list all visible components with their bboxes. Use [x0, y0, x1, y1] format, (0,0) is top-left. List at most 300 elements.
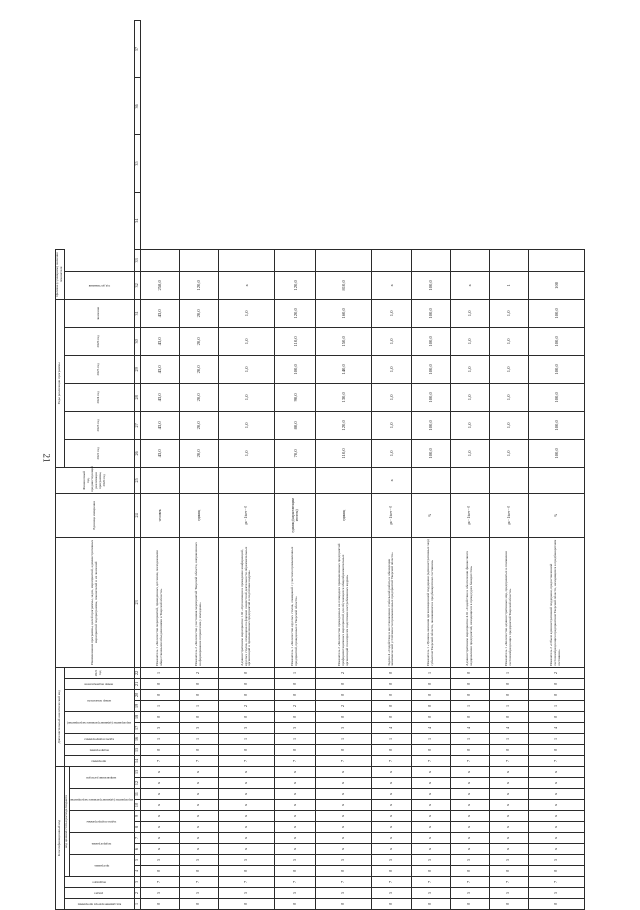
unit-cell: да - 1/нет - 0 — [489, 493, 528, 537]
header-additional-col: программа — [64, 755, 134, 766]
code-cell: х — [275, 766, 316, 777]
code-cell: х — [179, 778, 218, 789]
year-value-cell: 110,0 — [316, 439, 372, 467]
table-body — [140, 21, 584, 910]
year-value-cell: 43,0 — [140, 327, 179, 355]
code-cell: 0 — [179, 711, 218, 722]
column-number: 19 — [134, 700, 140, 711]
target-value-cell: 258,0 — [140, 271, 179, 299]
column-number: 14 — [134, 755, 140, 766]
code-cell: х — [316, 833, 372, 844]
code-cell: х — [411, 789, 450, 800]
code-cell: х — [411, 800, 450, 811]
header-program-years: Годы реализации программы — [56, 299, 65, 467]
code-cell: 0 — [275, 711, 316, 722]
code-cell: х — [218, 789, 274, 800]
code-cell: х — [218, 778, 274, 789]
code-cell: х — [372, 766, 411, 777]
fin-year-cell — [140, 467, 179, 493]
target-year-cell — [218, 249, 274, 271]
year-value-cell: 1,0 — [489, 299, 528, 327]
code-cell: 0 — [528, 899, 584, 910]
year-value-cell: 70,0 — [275, 439, 316, 467]
code-cell: 0 — [316, 899, 372, 910]
code-cell: 3 — [140, 722, 179, 733]
year-value-cell: 1,0 — [218, 439, 274, 467]
code-cell: 7 — [528, 755, 584, 766]
rotated-table-container — [55, 20, 585, 910]
code-cell: 4 — [528, 722, 584, 733]
code-cell: х — [179, 833, 218, 844]
code-cell: 0 — [450, 711, 489, 722]
column-number: 34 — [134, 192, 140, 249]
year-value-cell: 1,0 — [372, 327, 411, 355]
code-cell: 1 — [275, 667, 316, 678]
target-year-cell — [179, 249, 218, 271]
code-cell: 5 — [179, 888, 218, 899]
code-cell: х — [450, 800, 489, 811]
code-cell: 0 — [316, 678, 372, 689]
unit-cell: единиц (нарастающим итогом) — [275, 493, 316, 537]
code-cell: 0 — [179, 866, 218, 877]
code-cell: х — [489, 811, 528, 822]
column-number: 32 — [134, 271, 140, 299]
header-section: раздел — [64, 888, 134, 899]
column-number: 15 — [134, 744, 140, 755]
code-cell: 0 — [372, 899, 411, 910]
code-cell: 5 — [411, 888, 450, 899]
code-cell: 0 — [450, 899, 489, 910]
code-cell: 7 — [140, 755, 179, 766]
code-cell: 5 — [140, 888, 179, 899]
code-cell: х — [372, 822, 411, 833]
code-cell: 0 — [450, 667, 489, 678]
year-value-cell: 120,0 — [316, 411, 372, 439]
code-cell: 0 — [528, 866, 584, 877]
header-additional-col: подпрограмма — [64, 744, 134, 755]
code-cell: 1 — [489, 700, 528, 711]
code-cell: 7 — [140, 877, 179, 888]
target-value-cell: х — [450, 271, 489, 299]
header-additional-col: задача подпрограммы — [64, 733, 134, 744]
header-year: 2026 год — [64, 327, 134, 355]
code-cell: х — [179, 766, 218, 777]
code-cell: 1 — [140, 733, 179, 744]
code-cell: 0 — [218, 678, 274, 689]
code-cell: 0 — [218, 711, 274, 722]
header-classifier: Классификационный код — [56, 766, 65, 909]
code-cell: 7 — [179, 755, 218, 766]
code-cell: х — [140, 766, 179, 777]
code-cell: 0 — [140, 899, 179, 910]
target-year-cell — [372, 249, 411, 271]
header-unit: Единица измерения — [56, 493, 135, 537]
code-cell: 2 — [528, 667, 584, 678]
code-cell: 5 — [179, 855, 218, 866]
year-value-cell: 100,0 — [411, 299, 450, 327]
code-cell: 5 — [372, 888, 411, 899]
code-cell: 5 — [218, 888, 274, 899]
code-cell: х — [179, 822, 218, 833]
code-cell: х — [450, 778, 489, 789]
code-cell: х — [140, 778, 179, 789]
code-cell: 0 — [450, 866, 489, 877]
code-cell: 4 — [411, 722, 450, 733]
unit-cell: % — [411, 493, 450, 537]
table-header — [56, 21, 141, 910]
header-budget: код целевой статьи расхода бюджета — [64, 766, 69, 876]
target-value-cell: 100,0 — [411, 271, 450, 299]
column-number: 5 — [134, 855, 140, 866]
code-cell: 1 — [489, 733, 528, 744]
code-cell: 7 — [489, 755, 528, 766]
code-cell: 0 — [372, 678, 411, 689]
column-number: 6 — [134, 844, 140, 855]
code-cell: 0 — [275, 689, 316, 700]
code-cell: х — [316, 811, 372, 822]
code-cell: х — [275, 833, 316, 844]
column-number: 1 — [134, 899, 140, 910]
target-value-cell: 120,0 — [179, 271, 218, 299]
year-value-cell: 120,0 — [275, 299, 316, 327]
column-number: 13 — [134, 766, 140, 777]
target-year-cell — [489, 249, 528, 271]
code-cell: 0 — [316, 744, 372, 755]
fin-year-cell — [528, 467, 584, 493]
column-number: 37 — [134, 21, 140, 78]
code-cell: х — [372, 778, 411, 789]
code-cell: 1 — [528, 733, 584, 744]
target-value-cell: 810,0 — [316, 271, 372, 299]
code-cell: 0 — [218, 667, 274, 678]
code-cell: х — [275, 811, 316, 822]
name-cell: Административное мероприятие 1.02 «Организация и проведение конференций, круглых столов, семинаров по формам совместной деятельности образовательных организаций и промышленных предприятий в подготовке кадров» — [218, 537, 274, 667]
year-value-cell: 1,0 — [450, 355, 489, 383]
code-cell: х — [140, 833, 179, 844]
code-cell: х — [411, 811, 450, 822]
fin-year-cell — [179, 467, 218, 493]
column-number: 22 — [134, 667, 140, 678]
code-cell: 0 — [489, 711, 528, 722]
code-cell: 3 — [275, 722, 316, 733]
column-number: 4 — [134, 866, 140, 877]
header-year: 2023 год — [64, 411, 134, 439]
code-cell: х — [218, 822, 274, 833]
code-cell: х — [179, 844, 218, 855]
code-cell: 7 — [450, 755, 489, 766]
year-value-cell: 100,0 — [528, 411, 584, 439]
unit-cell: единиц — [316, 493, 372, 537]
column-number: 18 — [134, 711, 140, 722]
target-value-cell: 1 — [489, 271, 528, 299]
table-row — [275, 21, 316, 910]
code-cell: 1 — [275, 733, 316, 744]
code-cell: 1 — [528, 700, 584, 711]
code-cell: 3 — [179, 722, 218, 733]
code-cell: х — [316, 789, 372, 800]
code-cell: 0 — [179, 689, 218, 700]
code-cell: х — [489, 766, 528, 777]
code-cell: 7 — [411, 755, 450, 766]
year-value-cell: 43,0 — [140, 299, 179, 327]
year-value-cell: 100,0 — [411, 383, 450, 411]
code-cell: х — [489, 789, 528, 800]
code-cell: 7 — [316, 755, 372, 766]
code-cell: х — [489, 844, 528, 855]
code-cell: х — [140, 811, 179, 822]
code-cell: 1 — [179, 700, 218, 711]
code-cell: 0 — [372, 667, 411, 678]
code-cell: 0 — [450, 744, 489, 755]
code-cell: х — [489, 833, 528, 844]
year-value-cell: 1,0 — [372, 439, 411, 467]
column-number: 9 — [134, 811, 140, 822]
column-number: 10 — [134, 800, 140, 811]
page-number: 21 — [41, 453, 52, 463]
code-cell: х — [411, 822, 450, 833]
year-value-cell: 20,0 — [179, 327, 218, 355]
year-value-cell: 1,0 — [372, 383, 411, 411]
code-cell: 7 — [275, 877, 316, 888]
code-cell: 0 — [140, 678, 179, 689]
target-value-cell: 120,0 — [275, 271, 316, 299]
column-number: 29 — [134, 355, 140, 383]
code-cell: 4 — [450, 722, 489, 733]
code-cell: х — [275, 844, 316, 855]
code-cell: 0 — [316, 711, 372, 722]
fin-year-cell — [411, 467, 450, 493]
code-cell: 5 — [140, 855, 179, 866]
column-number: 12 — [134, 778, 140, 789]
header-target-year: год достижения — [64, 271, 134, 299]
code-cell: 0 — [140, 744, 179, 755]
code-cell: 5 — [372, 855, 411, 866]
code-cell: х — [218, 800, 274, 811]
year-value-cell: 1,0 — [450, 411, 489, 439]
code-cell: 0 — [275, 899, 316, 910]
column-number: 8 — [134, 822, 140, 833]
target-value-cell: х — [218, 271, 274, 299]
code-cell: 1 — [179, 733, 218, 744]
column-number: 28 — [134, 383, 140, 411]
code-cell: 0 — [450, 678, 489, 689]
year-value-cell: 1,0 — [489, 411, 528, 439]
code-cell: 0 — [179, 678, 218, 689]
name-cell: Административное мероприятие 4.01 «Содействие в обеспечении финансового оздоровления предприятий, находящихся в процедурах банкротства» — [450, 537, 489, 667]
header-additional: Дополнительный аналитический код — [56, 667, 65, 766]
code-cell: 0 — [275, 866, 316, 877]
code-cell: х — [450, 789, 489, 800]
unit-cell: да - 1/нет - 0 — [372, 493, 411, 537]
unit-cell: человек — [140, 493, 179, 537]
code-cell: х — [411, 833, 450, 844]
code-cell: 0 — [411, 689, 450, 700]
header-year: 2021 год — [64, 667, 134, 678]
year-value-cell: 100,0 — [528, 383, 584, 411]
code-cell: 0 — [275, 678, 316, 689]
column-number: 20 — [134, 689, 140, 700]
code-cell: 3 — [218, 722, 274, 733]
year-value-cell: 140,0 — [316, 355, 372, 383]
code-cell: х — [372, 789, 411, 800]
code-cell: 0 — [316, 866, 372, 877]
code-cell: 7 — [275, 755, 316, 766]
code-cell: х — [372, 811, 411, 822]
year-value-cell: 43,0 — [140, 411, 179, 439]
code-cell: 0 — [411, 711, 450, 722]
code-cell: 0 — [372, 700, 411, 711]
fin-year-cell — [275, 467, 316, 493]
year-value-cell: 1,0 — [489, 439, 528, 467]
table-row — [372, 21, 411, 910]
code-cell: 0 — [528, 689, 584, 700]
table-row — [489, 21, 528, 910]
code-cell: 0 — [528, 744, 584, 755]
table-row — [411, 21, 450, 910]
table-row — [179, 21, 218, 910]
table-row — [316, 21, 372, 910]
code-cell: 2 — [218, 700, 274, 711]
code-cell: 1 — [411, 733, 450, 744]
code-cell: х — [179, 800, 218, 811]
header-task: задача подпрограммы — [69, 811, 134, 833]
year-value-cell: 130,0 — [316, 383, 372, 411]
code-cell: 5 — [275, 855, 316, 866]
code-cell: 5 — [411, 855, 450, 866]
year-value-cell: 1,0 — [450, 383, 489, 411]
code-cell: 5 — [528, 855, 584, 866]
code-cell: х — [316, 778, 372, 789]
fin-year-cell — [218, 467, 274, 493]
code-cell: 4 — [489, 722, 528, 733]
code-cell: х — [411, 766, 450, 777]
code-cell: х — [179, 789, 218, 800]
code-cell: х — [411, 844, 450, 855]
code-cell: х — [316, 800, 372, 811]
unit-cell: % — [528, 493, 584, 537]
code-cell: х — [528, 800, 584, 811]
code-cell: 0 — [140, 689, 179, 700]
code-cell: 4 — [372, 722, 411, 733]
code-cell: 7 — [411, 877, 450, 888]
code-cell: 0 — [450, 689, 489, 700]
header-fin-year: Финансовый год, предшествующий реализации программы, 2020 год — [56, 467, 135, 493]
code-cell: х — [450, 844, 489, 855]
code-cell: х — [316, 844, 372, 855]
year-value-cell: 20,0 — [179, 383, 218, 411]
code-cell: 7 — [372, 877, 411, 888]
code-cell: 7 — [528, 877, 584, 888]
year-value-cell: 100,0 — [411, 355, 450, 383]
code-cell: х — [218, 844, 274, 855]
code-cell: х — [528, 822, 584, 833]
year-value-cell: 1,0 — [489, 327, 528, 355]
code-cell: 0 — [218, 689, 274, 700]
code-cell: 0 — [218, 866, 274, 877]
header-year: 2024 год — [64, 383, 134, 411]
code-cell: х — [218, 833, 274, 844]
code-cell: х — [528, 789, 584, 800]
code-cell: 0 — [316, 689, 372, 700]
column-number: 35 — [134, 135, 140, 192]
header-year: 2022 год — [64, 439, 134, 467]
unit-cell: единиц — [179, 493, 218, 537]
name-cell: Показатель 2 «Количество проведенных на площадках промышленных предприятий профориентационных мероприятий для обучающихся общеобразовательных организаций по вопросам подготовки востребованных кадров» — [316, 537, 372, 667]
program-table — [55, 20, 585, 910]
target-year-cell — [140, 249, 179, 271]
name-cell: Показатель 2 «Количество участников мероприятий Тверской области, направленных на формирование патриотизма у молодежи» — [179, 537, 218, 667]
unit-cell: да - 1/нет - 0 — [450, 493, 489, 537]
code-cell: х — [179, 811, 218, 822]
year-value-cell: 1,0 — [218, 355, 274, 383]
table-row — [450, 21, 489, 910]
code-cell: х — [450, 822, 489, 833]
code-cell: 1 — [140, 667, 179, 678]
code-cell: х — [140, 822, 179, 833]
code-cell: 0 — [489, 899, 528, 910]
year-value-cell: 20,0 — [179, 299, 218, 327]
code-cell: 0 — [140, 711, 179, 722]
name-cell: Задача 4 «Содействие в восстановлении стабильной работы и обновлении экономической устойчивости промышленных предприятий Тверской области» — [372, 537, 411, 667]
code-cell: х — [450, 833, 489, 844]
target-year-cell — [316, 249, 372, 271]
year-value-cell: 90,0 — [275, 383, 316, 411]
code-cell: х — [411, 778, 450, 789]
code-cell: х — [275, 822, 316, 833]
code-cell: 3 — [316, 722, 372, 733]
header-program: программа — [69, 855, 134, 877]
code-cell: 5 — [489, 888, 528, 899]
code-cell: 2 — [179, 667, 218, 678]
code-cell: х — [275, 778, 316, 789]
year-value-cell: 100,0 — [411, 411, 450, 439]
code-cell: 0 — [179, 744, 218, 755]
header-subprogram: подпрограмма — [69, 833, 134, 855]
header-year: 2025 год — [64, 355, 134, 383]
code-cell: х — [528, 766, 584, 777]
code-cell: 0 — [218, 744, 274, 755]
name-cell: Показатель 1 «Количество административных мер, предпринятых в отношении системообразующих предприятий Тверской области» — [489, 537, 528, 667]
column-number: 17 — [134, 722, 140, 733]
code-cell: х — [528, 833, 584, 844]
code-cell: х — [140, 789, 179, 800]
column-number: 27 — [134, 411, 140, 439]
table-row — [528, 21, 584, 910]
header-subsection: подраздел — [64, 877, 134, 888]
code-cell: х — [218, 811, 274, 822]
code-cell: 2 — [275, 700, 316, 711]
code-cell: 0 — [140, 866, 179, 877]
year-value-cell: 1,0 — [218, 383, 274, 411]
column-number: 21 — [134, 678, 140, 689]
code-cell: 0 — [372, 744, 411, 755]
target-year-cell — [411, 249, 450, 271]
code-cell: 0 — [489, 866, 528, 877]
year-value-cell: 100,0 — [528, 355, 584, 383]
column-number: 11 — [134, 789, 140, 800]
header-target-value: значение — [64, 299, 134, 327]
name-cell: Показатель 1 «Уровень оказания организационной поддержки (административных мер) субъектам Тверской области, оказавшимся в предбанкротном состоянии» — [411, 537, 450, 667]
code-cell: 0 — [528, 678, 584, 689]
target-year-cell — [528, 249, 584, 271]
code-cell: х — [489, 778, 528, 789]
code-cell: 0 — [275, 744, 316, 755]
code-cell: 5 — [316, 888, 372, 899]
code-cell: 7 — [372, 755, 411, 766]
code-cell: х — [140, 844, 179, 855]
code-cell: 0 — [411, 700, 450, 711]
code-cell: 5 — [218, 855, 274, 866]
